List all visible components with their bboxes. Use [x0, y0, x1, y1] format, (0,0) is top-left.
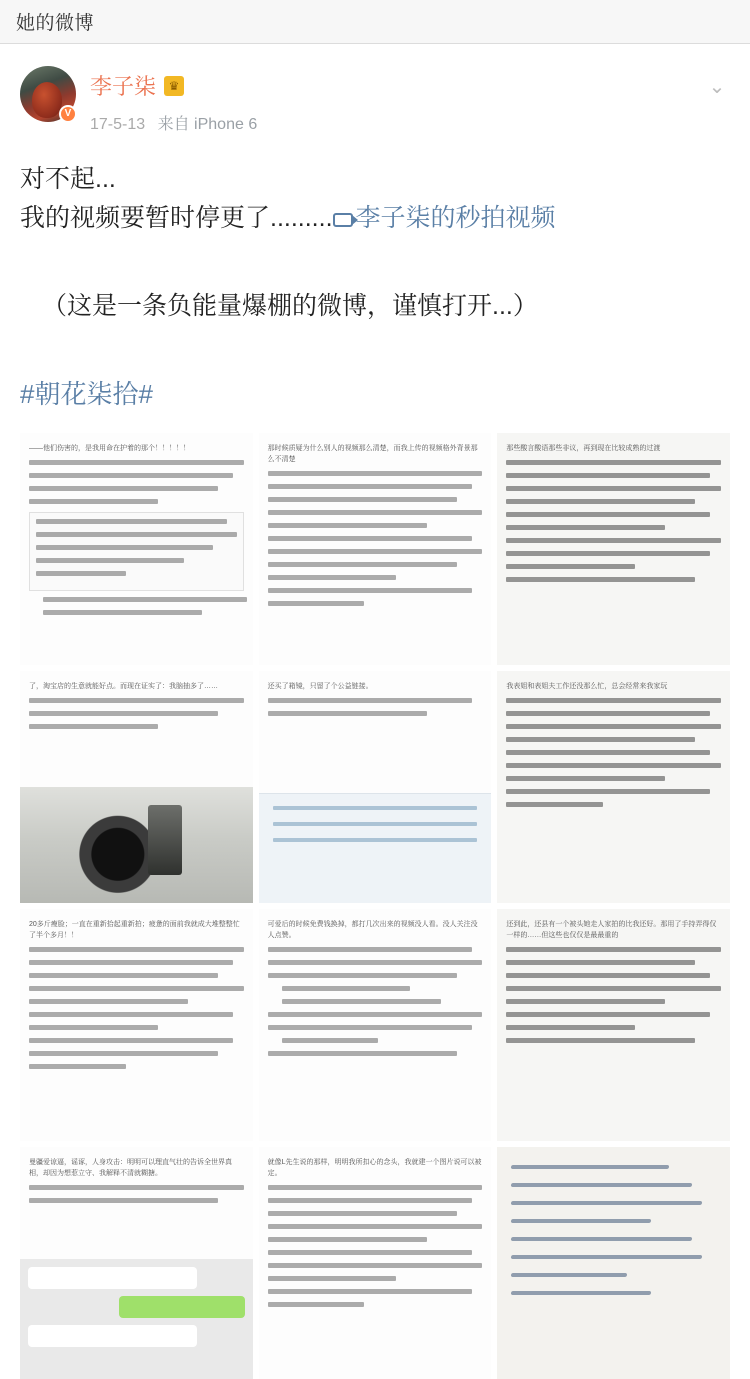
text-line	[506, 473, 710, 478]
text-line	[268, 1224, 483, 1229]
text-line	[36, 558, 184, 563]
screenshot-text-11[interactable]	[259, 1147, 492, 1379]
text-line	[506, 577, 695, 582]
video-link[interactable]: 李子柒的秒拍视频	[355, 203, 556, 232]
text-line	[506, 486, 721, 491]
text-line	[282, 986, 411, 991]
list-item[interactable]	[20, 671, 253, 903]
screenshot-caption: 可爱后的时候免费钱换掉，都打几次出来的视频没人看。没人关注没人点赞。	[267, 920, 478, 939]
text-line	[268, 471, 483, 476]
text-line	[29, 1051, 218, 1056]
text-line	[268, 1276, 397, 1281]
text-line	[506, 724, 721, 729]
screenshot-caption: 那时候质疑为什么别人的视频那么清楚，而我上传的视频格外背景那么不清楚	[267, 444, 478, 463]
text-line	[273, 822, 478, 826]
text-line	[268, 1250, 472, 1255]
text-line	[29, 499, 158, 504]
page-title: 她的微博	[16, 13, 95, 34]
text-line	[268, 1263, 483, 1268]
handwritten-line	[511, 1183, 693, 1187]
text-line	[268, 1185, 483, 1190]
text-line	[29, 1025, 158, 1030]
text-line	[268, 1237, 427, 1242]
screenshot-text-1[interactable]	[20, 433, 253, 665]
text-line	[506, 525, 665, 530]
text-line	[506, 564, 635, 569]
post-meta	[90, 111, 730, 134]
text-line	[268, 523, 427, 528]
handwritten-line	[511, 1237, 693, 1241]
text-line	[506, 512, 710, 517]
text-line	[268, 947, 472, 952]
screenshot-blue-doc[interactable]	[259, 671, 492, 903]
text-line	[268, 549, 483, 554]
text-line	[268, 960, 483, 965]
list-item[interactable]	[20, 433, 253, 665]
text-line	[43, 597, 247, 602]
post-topic-link[interactable]: #朝花柒拾#	[20, 378, 153, 409]
text-line	[29, 698, 244, 703]
text-line	[29, 999, 188, 1004]
text-line	[506, 960, 695, 965]
list-item[interactable]	[497, 671, 730, 903]
text-line	[506, 763, 721, 768]
text-line	[268, 1211, 457, 1216]
text-line	[268, 1198, 472, 1203]
list-item[interactable]	[259, 909, 492, 1141]
text-line	[268, 484, 472, 489]
chat-thumbnail	[20, 1259, 253, 1379]
text-line	[29, 460, 244, 465]
text-line	[29, 724, 158, 729]
text-line	[506, 551, 710, 556]
text-line	[268, 536, 472, 541]
text-line	[29, 1038, 233, 1043]
list-item[interactable]	[497, 1147, 730, 1379]
chat-bubble	[28, 1267, 197, 1289]
text-line	[268, 1302, 365, 1307]
text-line	[506, 986, 721, 991]
text-line	[506, 698, 721, 703]
screenshot-handwriting[interactable]	[497, 1147, 730, 1379]
avatar[interactable]	[20, 66, 76, 122]
text-line	[506, 1025, 635, 1030]
text-line	[506, 776, 665, 781]
document-thumbnail	[259, 793, 492, 903]
text-line	[506, 1012, 710, 1017]
text-line	[268, 973, 457, 978]
image-grid	[0, 433, 750, 1379]
text-line	[506, 789, 710, 794]
text-line	[29, 1064, 126, 1069]
screenshot-text-2[interactable]	[259, 433, 492, 665]
handwritten-line	[511, 1273, 628, 1277]
list-item[interactable]	[497, 909, 730, 1141]
chat-bubble	[28, 1325, 197, 1347]
text-line	[506, 499, 695, 504]
text-line	[29, 486, 218, 491]
handwritten-line	[511, 1219, 651, 1223]
text-line	[268, 601, 365, 606]
author-info	[90, 66, 730, 134]
text-line	[268, 1289, 472, 1294]
screenshot-text-9[interactable]	[497, 909, 730, 1141]
text-line	[506, 711, 710, 716]
text-line	[36, 545, 213, 550]
handwritten-line	[511, 1291, 651, 1295]
screenshot-caption: 还到此，还县有一个被头她走人家拍的比我还好。那用了手持弄得仅一样的……但这些也仅仅是最最重的	[506, 920, 717, 939]
camera-photo-icon	[20, 787, 253, 903]
text-line	[43, 610, 202, 615]
chat-bubble-self	[119, 1296, 245, 1318]
top-navigation-bar	[0, 0, 750, 44]
post-text-line-2	[20, 199, 730, 238]
text-line	[29, 947, 244, 952]
text-line	[36, 519, 227, 524]
text-line	[268, 1025, 472, 1030]
list-item[interactable]	[259, 671, 492, 903]
text-line	[268, 711, 427, 716]
text-line	[36, 532, 237, 537]
screenshot-caption: 还买了箱镜，只留了个公益链接。	[267, 682, 373, 690]
text-line	[268, 575, 397, 580]
text-line	[29, 1198, 218, 1203]
text-line	[506, 973, 710, 978]
weibo-post	[0, 44, 750, 411]
text-line	[506, 750, 710, 755]
screenshot-chat[interactable]	[20, 1147, 253, 1379]
text-line	[29, 1185, 244, 1190]
quoted-box	[29, 512, 244, 591]
screenshot-caption: 曼疆爱谅逼，谣诼，人身攻击：明明可以理直气壮的告诉全世界真相，却因为想惹立守、我解释不清就糊搪。	[29, 1158, 232, 1177]
text-line	[268, 1012, 483, 1017]
list-item[interactable]	[20, 909, 253, 1141]
text-line	[268, 588, 472, 593]
text-line	[29, 986, 244, 991]
post-text-line-1: 对不起...	[20, 165, 116, 193]
vip-crown-icon[interactable]: ♛	[164, 76, 184, 96]
text-line	[29, 473, 233, 478]
text-line	[36, 571, 126, 576]
text-line	[268, 562, 457, 567]
handwritten-line	[511, 1201, 702, 1205]
screenshot-caption: 那些酸言酸语那些非议，再到现在比较成熟的过渡	[506, 444, 661, 452]
post-source: 来自 iPhone 6	[157, 116, 258, 133]
post-timestamp: 17-5-13	[90, 116, 146, 133]
text-line	[268, 510, 483, 515]
screenshot-caption: 了，淘宝店的生意就能好点。而现在证实了：我脑抽多了……	[29, 682, 218, 690]
text-line	[506, 737, 695, 742]
list-item[interactable]	[259, 433, 492, 665]
text-line	[506, 802, 603, 807]
post-header	[20, 66, 730, 134]
handwritten-line	[511, 1165, 670, 1169]
text-line	[273, 806, 478, 810]
text-line	[506, 460, 721, 465]
list-item[interactable]	[20, 1147, 253, 1379]
post-text-line-2-text: 我的视频要暂时停更了.........	[20, 203, 333, 232]
text-line	[506, 999, 665, 1004]
screenshot-caption: 就像L先生说的那样，明明我所扣心的念头，我就建一个图片说可以被定。	[267, 1158, 482, 1177]
text-line	[29, 1012, 233, 1017]
text-line	[29, 711, 218, 716]
text-line	[282, 999, 441, 1004]
text-line	[273, 838, 478, 842]
handwritten-line	[511, 1255, 702, 1259]
screenshot-text-3[interactable]	[497, 433, 730, 665]
text-line	[506, 947, 721, 952]
video-camera-icon	[333, 213, 353, 227]
screenshot-text-7[interactable]	[20, 909, 253, 1141]
author-name[interactable]: 李子柒	[90, 74, 157, 99]
text-line	[268, 698, 472, 703]
username-row	[90, 70, 730, 101]
post-content	[20, 160, 730, 238]
list-item[interactable]	[259, 1147, 492, 1379]
screenshot-text-6[interactable]	[497, 671, 730, 903]
text-line	[29, 960, 233, 965]
list-item[interactable]	[497, 433, 730, 665]
screenshot-text-8[interactable]	[259, 909, 492, 1141]
text-line	[506, 1038, 695, 1043]
text-line	[268, 497, 457, 502]
screenshot-caption: 20多斤瘦脸；一直在重新拾起重新拍；疲惫的面前我就成大堆整整忙了半个多月！！	[29, 920, 240, 939]
text-line	[282, 1038, 379, 1043]
screenshot-caption: 我表姐和表姐夫工作还没那么忙，总会经常来我家玩	[506, 682, 668, 690]
post-note: （这是一条负能量爆棚的微博，谨慎打开...）	[42, 291, 538, 320]
text-line	[268, 1051, 457, 1056]
verified-badge-icon: V	[59, 105, 77, 123]
chevron-down-icon[interactable]: ⌄	[708, 76, 726, 98]
text-line	[506, 538, 721, 543]
text-line	[29, 973, 218, 978]
screenshot-camera[interactable]	[20, 671, 253, 903]
screenshot-caption: ——他们伤害的，是我用命在护着的那个！！！！！	[29, 444, 190, 452]
